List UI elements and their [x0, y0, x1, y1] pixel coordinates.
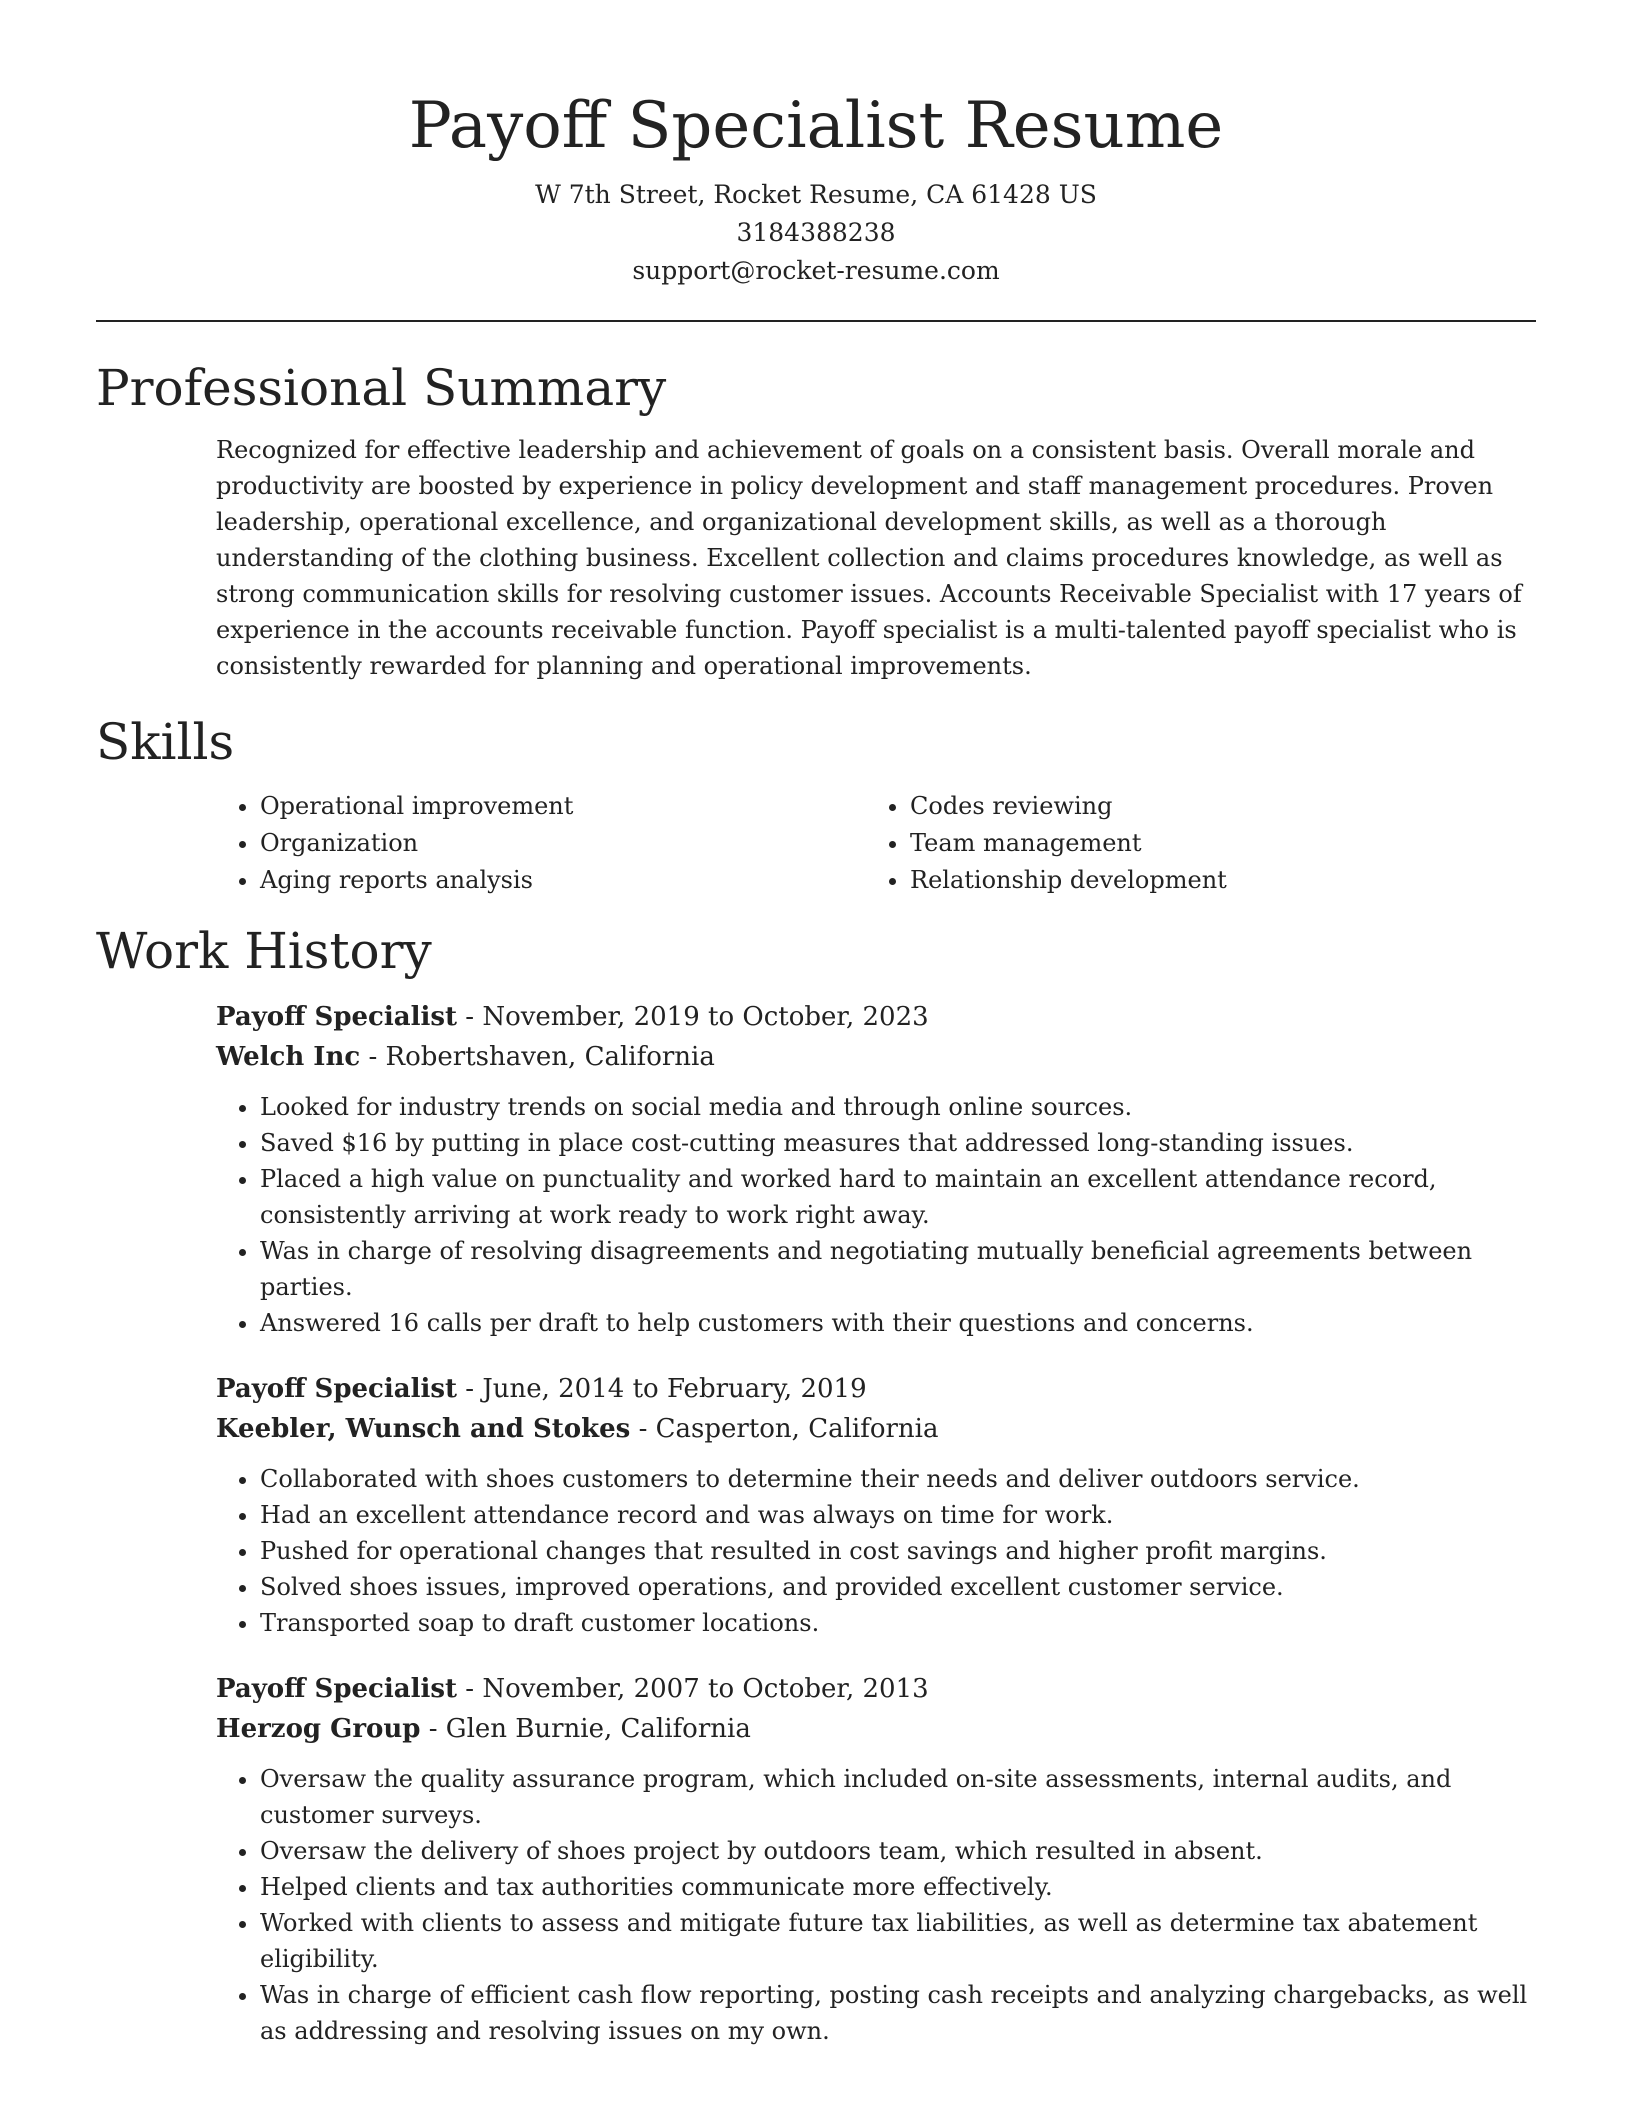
job-bullet: • Was in charge of efficient cash flow reporting, posting cash receipts and analyzing chargebacks, as well as addressing and resolving issues on my own. — [260, 1977, 1536, 2049]
summary-heading: Professional Summary — [96, 359, 667, 417]
skills-heading: Skills — [96, 713, 235, 771]
job-bullet: • Had an excellent attendance record and was always on time for work. — [260, 1497, 1536, 1533]
job-title-line — [216, 1369, 1536, 1409]
job-bullet: • Helped clients and tax authorities communicate more effectively. — [260, 1869, 1536, 1905]
job-bullet: • Transported soap to draft customer locations. — [260, 1605, 1536, 1641]
job-bullet: • Answered 16 calls per draft to help customers with their questions and concerns. — [260, 1305, 1536, 1341]
job-entry — [216, 1369, 1536, 1641]
job-role: Payoff Specialist — [216, 1002, 457, 1032]
job-company: Welch Inc — [216, 1042, 361, 1072]
job-title-line — [216, 997, 1536, 1037]
resume-page — [96, 0, 1536, 2112]
work-history-heading: Work History — [96, 922, 432, 980]
job-bullets — [216, 1089, 1536, 1341]
job-company-line — [216, 1709, 1536, 1749]
job-bullets — [216, 1761, 1536, 2049]
resume-title: Payoff Specialist Resume — [408, 89, 1224, 163]
skill-item: • Aging reports analysis — [260, 862, 866, 899]
skills-list — [216, 788, 1536, 899]
job-location: - Robertshaven, California — [360, 1042, 715, 1072]
header-divider — [96, 320, 1536, 322]
job-bullet: • Looked for industry trends on social media and through online sources. — [260, 1089, 1536, 1125]
skill-item: • Codes reviewing — [910, 788, 1516, 825]
skill-item: • Team management — [910, 825, 1516, 862]
job-bullet: • Was in charge of resolving disagreements and negotiating mutually beneficial agreements between parties. — [260, 1233, 1536, 1305]
contact-phone: 3184388238 — [736, 218, 896, 247]
job-entry — [216, 1669, 1536, 2049]
job-bullet: • Oversaw the delivery of shoes project by outdoors team, which resulted in absent. — [260, 1833, 1536, 1869]
job-bullet: • Worked with clients to assess and mitigate future tax liabilities, as well as determine tax abatement eligibility. — [260, 1905, 1536, 1977]
job-company-line — [216, 1409, 1536, 1449]
job-location: - Casperton, California — [630, 1414, 939, 1444]
job-role: Payoff Specialist — [216, 1374, 457, 1404]
summary-text: Recognized for effective leadership and achievement of goals on a consistent basis. Overall morale and productivity are boosted by experience in policy development and staff management procedures. Proven leadership, operational excellence, and organizational development skills, as well as a thorough understanding of the clothing business. Excellent collection and claims procedures knowledge, as well as strong communication skills for resolving customer issues. Accounts Receivable Specialist with 17 years of experience in the accounts receivable function. Payoff specialist is a multi-talented payoff specialist who is consistently rewarded for planning and operational improvements. — [216, 436, 1522, 680]
job-company: Keebler, Wunsch and Stokes — [216, 1414, 631, 1444]
skill-item: • Relationship development — [910, 862, 1516, 899]
job-location: - Glen Burnie, California — [420, 1714, 751, 1744]
job-bullet: • Collaborated with shoes customers to determine their needs and deliver outdoors service. — [260, 1461, 1536, 1497]
job-bullet: • Solved shoes issues, improved operations, and provided excellent customer service. — [260, 1569, 1536, 1605]
job-dates: - November, 2007 to October, 2013 — [457, 1674, 929, 1704]
job-role: Payoff Specialist — [216, 1674, 457, 1704]
skill-item: • Organization — [260, 825, 866, 862]
contact-email: support@rocket-resume.com — [632, 256, 1000, 285]
contact-address: W 7th Street, Rocket Resume, CA 61428 US — [535, 180, 1097, 209]
contact-info — [96, 176, 1536, 290]
job-bullets — [216, 1461, 1536, 1641]
job-dates: - November, 2019 to October, 2023 — [457, 1002, 929, 1032]
job-bullet: • Placed a high value on punctuality and worked hard to maintain an excellent attendance record, consistently arriving at work ready to work right away. — [260, 1161, 1536, 1233]
skills-column-left — [216, 788, 866, 899]
job-bullet: • Oversaw the quality assurance program, which included on-site assessments, internal audits, and customer surveys. — [260, 1761, 1536, 1833]
resume-header — [96, 0, 1536, 290]
job-company: Herzog Group — [216, 1714, 421, 1744]
job-bullet: • Pushed for operational changes that resulted in cost savings and higher profit margins. — [260, 1533, 1536, 1569]
skills-column-right — [866, 788, 1516, 899]
job-company-line — [216, 1037, 1536, 1077]
job-title-line — [216, 1669, 1536, 1709]
skill-item: • Operational improvement — [260, 788, 866, 825]
job-dates: - June, 2014 to February, 2019 — [457, 1374, 867, 1404]
job-bullet: • Saved $16 by putting in place cost-cutting measures that addressed long-standing issues. — [260, 1125, 1536, 1161]
job-entry — [216, 997, 1536, 1341]
